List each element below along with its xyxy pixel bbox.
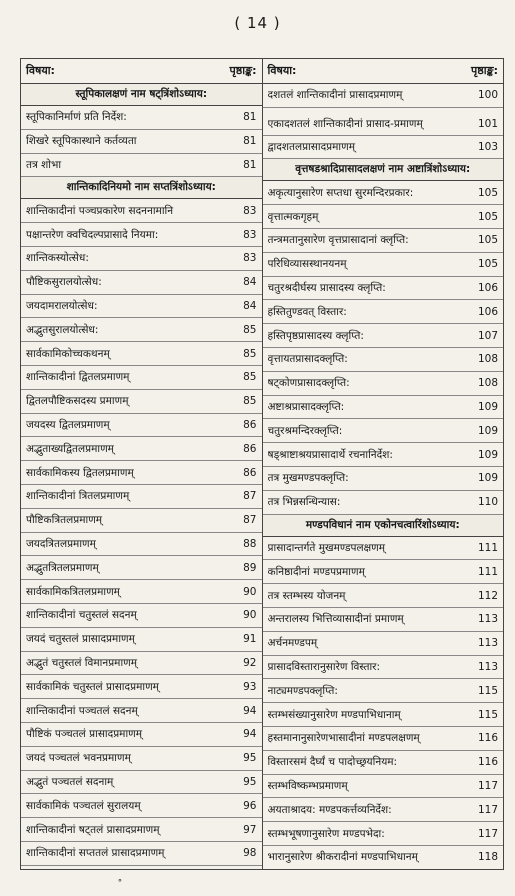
toc-right-column: [263, 59, 504, 869]
entry-title: जयदत्रितलप्रमाणम्: [26, 537, 96, 550]
entry-title: हस्तमानानुसारेणभासादीनां मण्डपलक्षणम्: [267, 732, 420, 745]
entry-page-number: 94: [243, 704, 257, 717]
toc-entry: [263, 822, 504, 846]
toc-entry: [263, 419, 504, 443]
entry-page-number: 105: [477, 186, 498, 199]
entry-page-number: 117: [477, 779, 498, 792]
entry-title: जयदस्य द्वितलप्रमाणम्: [26, 418, 110, 431]
toc-entry: [263, 443, 504, 467]
entry-title: हस्तितुण्डवत् विस्तार:: [267, 305, 347, 318]
entry-page-number: 105: [477, 210, 498, 223]
right-entries: [263, 84, 504, 869]
entry-title: शान्तिकादीनां त्रितलप्रमाणम्: [26, 490, 130, 503]
entry-page-number: 109: [477, 448, 498, 461]
toc-entry: [21, 271, 262, 295]
entry-page-number: 83: [243, 204, 257, 217]
entry-title: द्वितलपौष्टिकसदस्य प्रमाणम्: [26, 395, 129, 408]
toc-entry: [21, 604, 262, 628]
toc-entry: [263, 751, 504, 775]
table-of-contents: [20, 58, 504, 870]
entry-page-number: 113: [477, 660, 498, 673]
toc-entry: [21, 509, 262, 533]
entry-page-number: 83: [243, 228, 257, 241]
entry-title: दशतलं शान्तिकादीनां प्रासादप्रमाणम्: [267, 89, 403, 102]
entry-title: विस्तारसमं दैर्घ्यं च पादोच्छ्रयनियम:: [267, 756, 398, 769]
chapter-heading: शान्तिकादिनियमो नाम सप्तत्रिंशोऽध्याय:: [21, 177, 262, 199]
entry-page-number: 109: [477, 472, 498, 485]
page-number: ( 14 ): [234, 14, 281, 32]
entry-title: पौष्टिकत्रितलप्रमाणम्: [26, 514, 103, 527]
entry-title: अयताश्रादय: मण्डपकर्त्तव्यनिर्देश:: [267, 803, 392, 816]
entry-title: सार्वकामिकत्रितलप्रमाणम्: [26, 585, 120, 598]
toc-entry: [263, 396, 504, 420]
entry-page-number: 113: [477, 637, 498, 650]
toc-entry: [21, 223, 262, 247]
toc-entry: [263, 537, 504, 561]
entry-title: पौष्टिकसुरालयोत्सेध:: [26, 276, 102, 289]
toc-entry: [263, 324, 504, 348]
entry-title: तत्र भिन्नसन्धिन्यास:: [267, 496, 341, 509]
entry-page-number: 85: [243, 347, 257, 360]
entry-title: अन्तरालस्य भित्तिव्यासादीनां प्रमाणम्: [267, 613, 404, 626]
entry-page-number: 105: [477, 234, 498, 247]
toc-entry: [263, 775, 504, 799]
toc-entry: [21, 628, 262, 652]
entry-page-number: 81: [243, 135, 257, 148]
entry-page-number: 115: [477, 708, 498, 721]
toc-entry: [263, 608, 504, 632]
entry-page-number: 89: [243, 561, 257, 574]
entry-page-number: 84: [243, 299, 257, 312]
entry-title: हस्तिपृष्ठप्रासादस्य क्लृप्ति:: [267, 329, 364, 342]
entry-page-number: 95: [243, 775, 257, 788]
left-entries: [21, 84, 262, 869]
entry-title: चतुरश्रमन्दिरक्लृप्ति:: [267, 424, 343, 437]
entry-page-number: 94: [243, 728, 257, 741]
toc-entry: [21, 106, 262, 130]
entry-title: जयदं चतुस्तलं प्रासादप्रमाणम्: [26, 633, 135, 646]
entry-page-number: 106: [477, 281, 498, 294]
toc-entry: [21, 723, 262, 747]
toc-entry: [263, 300, 504, 324]
subject-heading: विषया:: [267, 64, 297, 77]
entry-title: तत्र मुखमण्डपक्लृप्ति:: [267, 472, 349, 485]
entry-page-number: 108: [477, 377, 498, 390]
toc-entry: [21, 842, 262, 866]
toc-entry: [263, 560, 504, 584]
entry-page-number: 116: [477, 732, 498, 745]
entry-page-number: 97: [243, 823, 257, 836]
entry-page-number: 105: [477, 258, 498, 271]
entry-title: तत्र शोभा: [26, 158, 62, 171]
entry-title: पक्षान्तरेण क्वचिदल्पप्रासादे नियमा:: [26, 228, 159, 241]
toc-entry: [263, 632, 504, 656]
entry-page-number: 116: [477, 756, 498, 769]
entry-title: अकृत्यानुसारेण सप्तधा सुरमन्दिरप्रकार:: [267, 186, 414, 199]
entry-page-number: 86: [243, 466, 257, 479]
toc-entry: [263, 372, 504, 396]
toc-entry: [21, 154, 262, 178]
footer-mark: ॰: [118, 877, 122, 887]
entry-title: सार्वकामिकं पञ्चतलं सुरालयम्: [26, 799, 141, 812]
entry-page-number: 108: [477, 353, 498, 366]
toc-entry: [263, 253, 504, 277]
entry-title: तत्र स्तम्भस्य योजनम्: [267, 589, 346, 602]
chapter-heading: मण्डपविधानं नाम एकोनचत्वारिंशोऽध्याय:: [263, 515, 504, 537]
toc-entry: [21, 747, 262, 771]
toc-entry: [21, 652, 262, 676]
column-header: [263, 59, 504, 84]
entry-title: शान्तिकादीनां द्वितलप्रमाणम्: [26, 371, 130, 384]
toc-entry: [263, 181, 504, 205]
toc-entry: [21, 342, 262, 366]
entry-page-number: 115: [477, 684, 498, 697]
entry-page-number: 107: [477, 329, 498, 342]
entry-title: अर्चनमण्डपम्: [267, 637, 318, 650]
chapter-heading: वृत्तषडश्रादिप्रासादलक्षणं नाम अष्टात्रिंशोऽध्याय:: [263, 159, 504, 181]
entry-title: षड्श्राष्टाश्रयप्रासादार्थे रचनानिर्देश:: [267, 448, 393, 461]
toc-entry: [21, 414, 262, 438]
toc-entry: [21, 318, 262, 342]
entry-page-number: 81: [243, 158, 257, 171]
entry-title: चतुरश्रदीर्घस्य प्रासादस्य क्लृप्ति:: [267, 281, 386, 294]
toc-entry: [21, 556, 262, 580]
page-heading: पृष्ठाङ्क:: [471, 64, 498, 77]
toc-entry: [263, 136, 504, 160]
column-header: [21, 59, 262, 84]
entry-title: अष्टाश्रप्रासादक्लृप्ति:: [267, 400, 345, 413]
entry-title: तन्त्रमतानुसारेण वृत्तप्रासादानां क्लृप्ति:: [267, 234, 409, 247]
entry-title: प्रासादविस्तारानुसारेण विस्तार:: [267, 660, 380, 673]
entry-title: स्तम्भविष्कम्भप्रमाणम्: [267, 779, 348, 792]
entry-page-number: 87: [243, 514, 257, 527]
entry-title: नाट्यमण्डपक्लृप्ति:: [267, 684, 338, 697]
entry-title: कनिष्ठादीनां मण्डपप्रमाणम्: [267, 565, 365, 578]
entry-title: अद्भुतं पञ्चतलं सदनाम्: [26, 775, 114, 788]
entry-page-number: 95: [243, 752, 257, 765]
page-heading: पृष्ठाङ्क:: [229, 64, 257, 77]
toc-entry: [21, 818, 262, 842]
toc-entry: [263, 467, 504, 491]
toc-entry: [21, 130, 262, 154]
entry-title: शान्तिकादीनां चतुस्तलं सदनम्: [26, 609, 137, 622]
toc-entry: [21, 794, 262, 818]
toc-entry: [263, 108, 504, 136]
toc-entry: [21, 485, 262, 509]
entry-title: पौष्टिकं पञ्चतलं प्रासादप्रमाणम्: [26, 728, 143, 741]
subject-heading: विषया:: [26, 64, 55, 77]
entry-page-number: 117: [477, 827, 498, 840]
entry-page-number: 101: [477, 117, 498, 130]
entry-page-number: 81: [243, 111, 257, 124]
entry-title: जयदं पञ्चतलं भवनप्रमाणम्: [26, 752, 131, 765]
entry-title: शान्तिकादीनां पञ्चतलं सदनम्: [26, 704, 138, 717]
toc-entry: [21, 533, 262, 557]
entry-page-number: 103: [477, 140, 498, 153]
entry-title: सार्वकामिकस्य द्वितलप्रमाणम्: [26, 466, 134, 479]
toc-entry: [21, 390, 262, 414]
chapter-heading: स्तूपिकालक्षणं नाम षट्त्रिंशोऽध्याय:: [21, 84, 262, 106]
toc-entry: [263, 84, 504, 108]
entry-title: प्रासादान्तर्गते मुखमण्डपलक्षणम्: [267, 541, 385, 554]
toc-entry: [263, 229, 504, 253]
entry-page-number: 111: [477, 541, 498, 554]
toc-entry: [21, 295, 262, 319]
entry-page-number: 90: [243, 585, 257, 598]
entry-page-number: 85: [243, 323, 257, 336]
toc-entry: [21, 366, 262, 390]
toc-entry: [21, 699, 262, 723]
toc-entry: [21, 247, 262, 271]
entry-title: एकादशतलं शान्तिकादीनां प्रासाद-प्रमाणम्: [267, 117, 423, 130]
toc-entry: [21, 437, 262, 461]
entry-page-number: 118: [477, 851, 498, 864]
entry-title: सार्वकामिकं चतुस्तलं प्रासादप्रमाणम्: [26, 680, 159, 693]
entry-page-number: 84: [243, 276, 257, 289]
entry-page-number: 87: [243, 490, 257, 503]
entry-page-number: 106: [477, 305, 498, 318]
toc-left-column: [21, 59, 263, 869]
entry-title: षट्कोणप्रासादक्लृप्ति:: [267, 377, 350, 390]
entry-page-number: 93: [243, 680, 257, 693]
entry-title: शान्तिकादीनां पञ्चप्रकारेण सदननामानि: [26, 204, 174, 217]
entry-page-number: 91: [243, 633, 257, 646]
entry-page-number: 88: [243, 537, 257, 550]
entry-page-number: 117: [477, 803, 498, 816]
entry-page-number: 112: [477, 589, 498, 602]
entry-page-number: 83: [243, 252, 257, 265]
entry-page-number: 92: [243, 656, 257, 669]
toc-entry: [21, 580, 262, 604]
toc-entry: [263, 656, 504, 680]
entry-page-number: 100: [477, 89, 498, 102]
entry-title: अद्भुतं चतुस्तलं विमानप्रमाणम्: [26, 656, 138, 669]
toc-entry: [21, 675, 262, 699]
toc-entry: [21, 461, 262, 485]
entry-title: शिखरे स्तूपिकास्थाने कर्तव्यता: [26, 135, 137, 148]
toc-entry: [263, 277, 504, 301]
entry-title: शान्तिकादीनां सप्ततलं प्रासादप्रमाणम्: [26, 847, 165, 860]
entry-title: भारानुसारेण श्रीकरादीनां मण्डपाभिधानम्: [267, 851, 418, 864]
entry-title: स्तम्भभूषणानुसारेण मण्डपभेदा:: [267, 827, 385, 840]
entry-title: अद्भुतत्रितलप्रमाणम्: [26, 561, 99, 574]
entry-title: परिधिव्यासस्थानयनम्: [267, 258, 347, 271]
toc-entry: [263, 679, 504, 703]
entry-page-number: 111: [477, 565, 498, 578]
entry-page-number: 109: [477, 400, 498, 413]
toc-entry: [263, 798, 504, 822]
toc-entry: [21, 771, 262, 795]
entry-title: स्तूपिकानिर्माणं प्रति निर्देश:: [26, 111, 127, 124]
entry-title: शान्तिकादीनां षट्तलं प्रासादप्रमाणम्: [26, 823, 160, 836]
entry-title: द्वादशतलप्रासादप्रमाणम्: [267, 140, 356, 153]
entry-page-number: 90: [243, 609, 257, 622]
entry-page-number: 85: [243, 395, 257, 408]
toc-entry: [263, 846, 504, 869]
entry-title: अद्भुतसुरालयोत्सेध:: [26, 323, 99, 336]
entry-page-number: 86: [243, 418, 257, 431]
entry-title: वृत्तायतप्रासादक्लृप्ति:: [267, 353, 348, 366]
toc-entry: [263, 703, 504, 727]
entry-title: वृत्तात्मकगृहम्: [267, 210, 319, 223]
entry-page-number: 109: [477, 424, 498, 437]
entry-title: शान्तिकस्योत्सेध:: [26, 252, 89, 265]
entry-page-number: 86: [243, 442, 257, 455]
toc-entry: [263, 491, 504, 515]
entry-page-number: 110: [477, 496, 498, 509]
toc-entry: [21, 866, 262, 869]
entry-page-number: 113: [477, 613, 498, 626]
entry-page-number: 98: [243, 847, 257, 860]
entry-title: जयदामरालयोत्सेध:: [26, 299, 98, 312]
entry-title: सार्वकामिकोच्चकथनम्: [26, 347, 110, 360]
entry-page-number: 96: [243, 799, 257, 812]
toc-entry: [263, 205, 504, 229]
toc-entry: [263, 584, 504, 608]
toc-entry: [21, 199, 262, 223]
entry-page-number: 85: [243, 371, 257, 384]
entry-title: अद्भुताख्यद्वितलप्रमाणम्: [26, 442, 114, 455]
toc-entry: [263, 348, 504, 372]
toc-entry: [263, 727, 504, 751]
entry-title: स्तम्भसंख्यानुसारेण मण्डपाभिधानाम्: [267, 708, 401, 721]
